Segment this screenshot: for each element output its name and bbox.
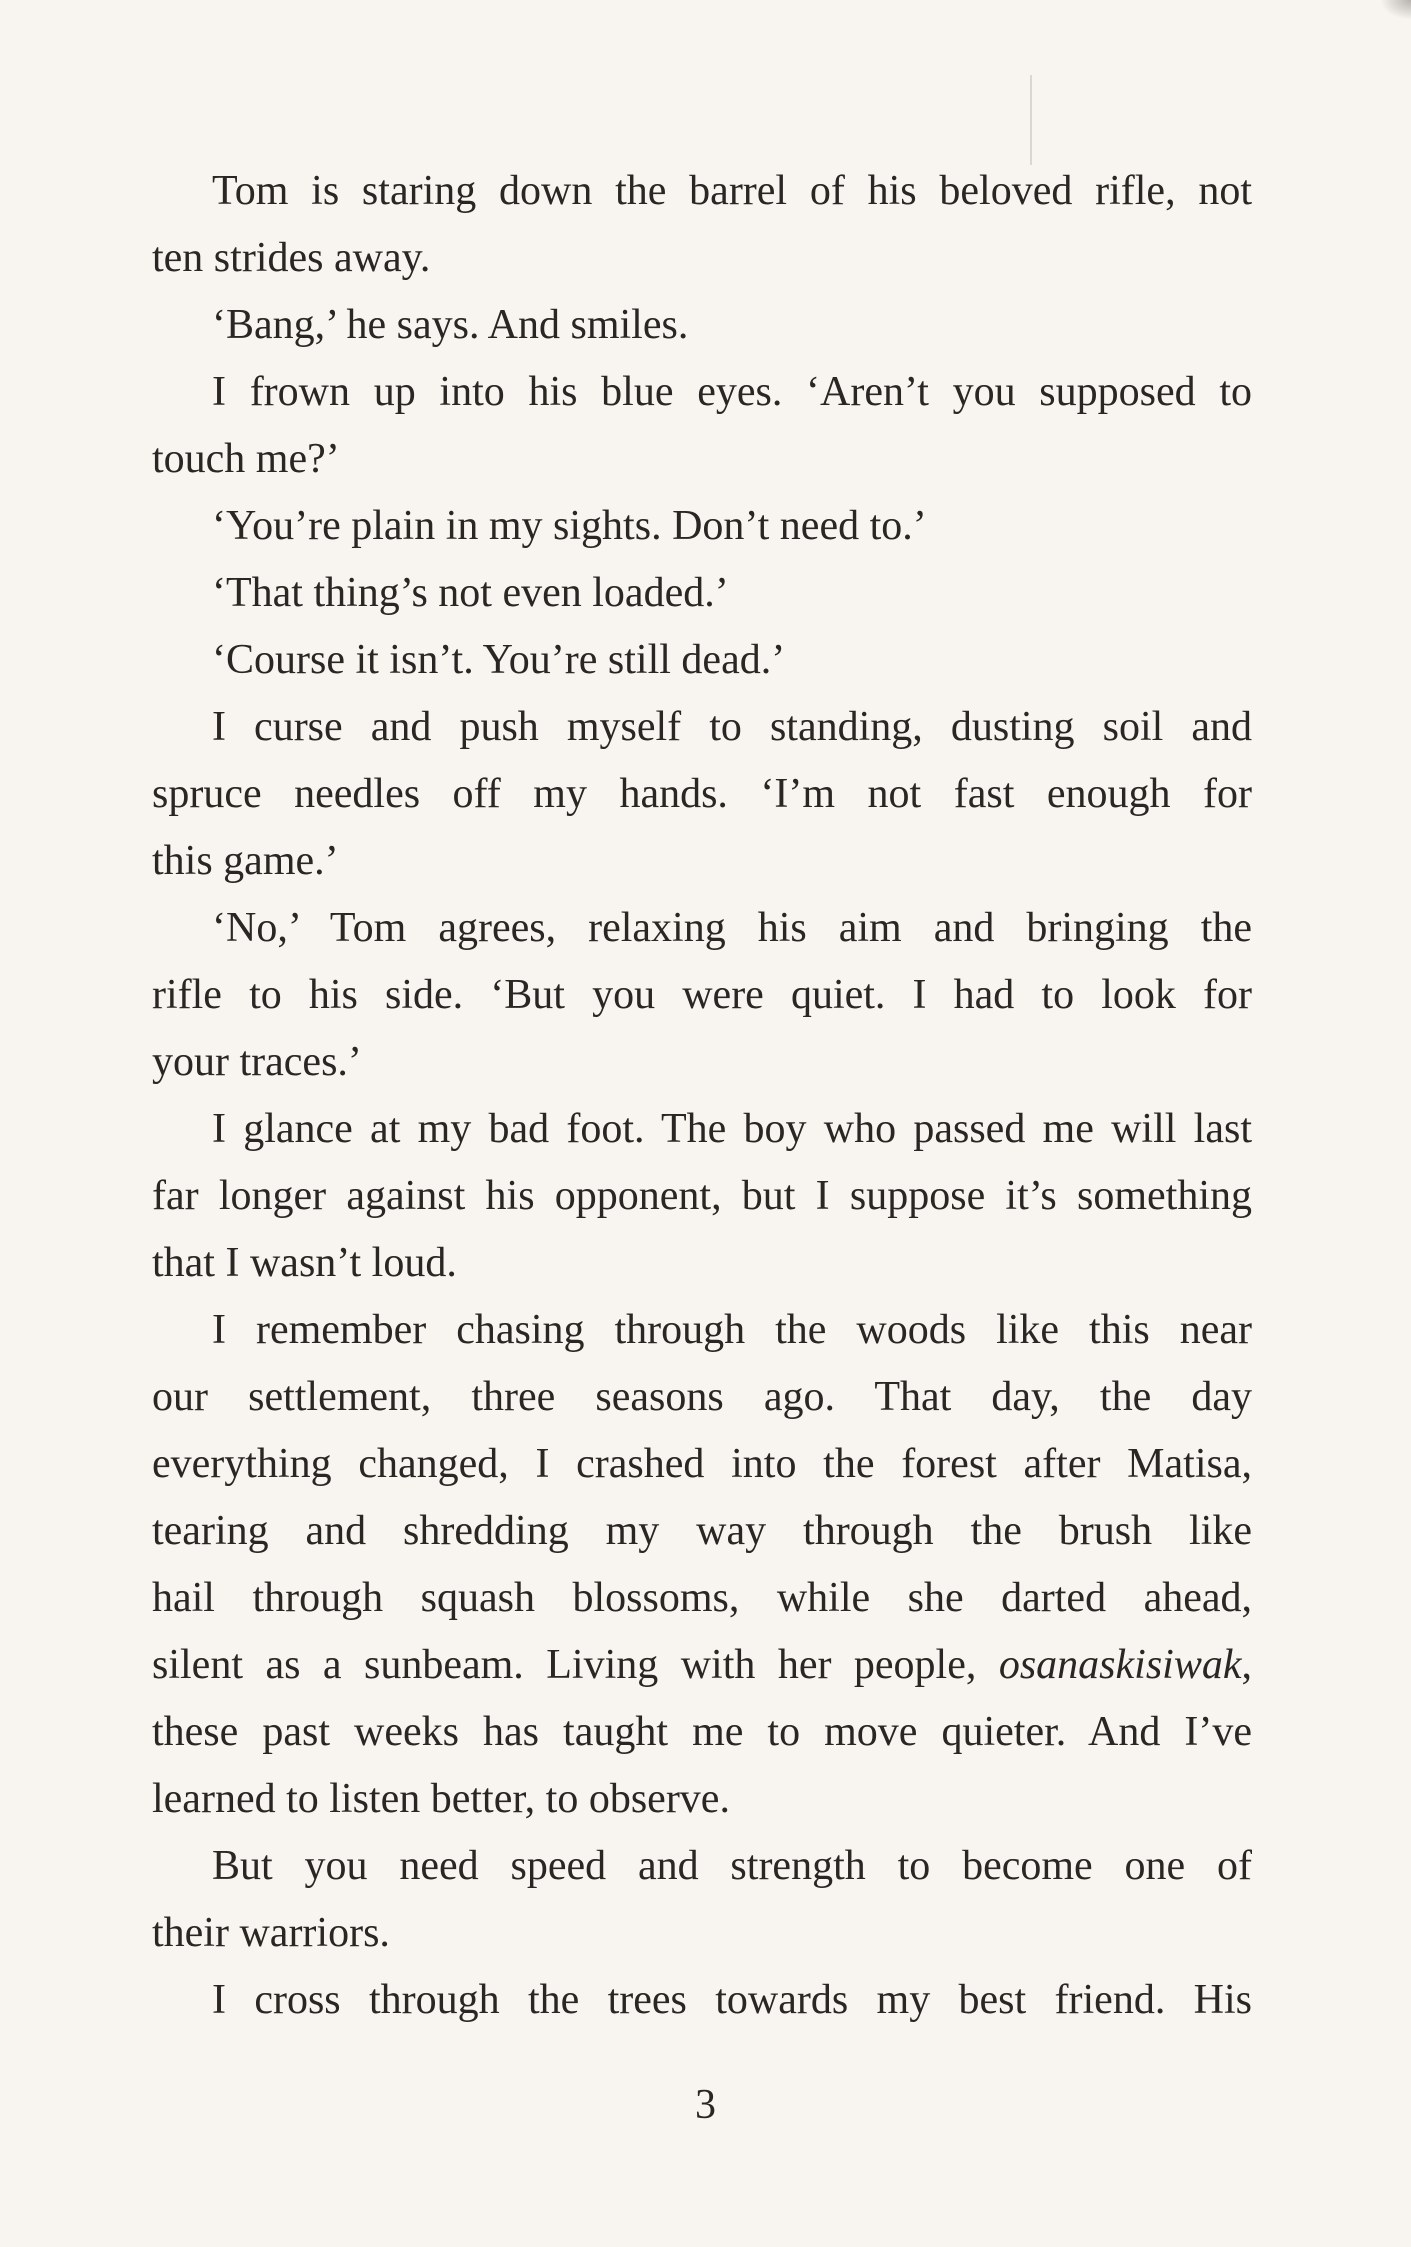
body-text xyxy=(152,158,1252,2034)
text-line: our settlement, three seasons ago. That day, the day xyxy=(152,1374,1252,1420)
bleed-through-mark xyxy=(1030,75,1032,165)
text-line: spruce needles off my hands. ‘I’m not fast enough for xyxy=(152,771,1252,817)
text-line: tearing and shredding my way through the brush like xyxy=(152,1508,1252,1554)
text-line: learned to listen better, to observe. xyxy=(152,1776,730,1822)
text-line xyxy=(152,1632,1252,1699)
text-line: this game.’ xyxy=(152,838,339,884)
text-line: ‘That thing’s not even loaded.’ xyxy=(212,570,729,616)
text-line: I frown up into his blue eyes. ‘Aren’t you supposed to xyxy=(212,369,1252,415)
text-line: that I wasn’t loud. xyxy=(152,1240,457,1286)
page-number: 3 xyxy=(695,2082,716,2128)
text-line: touch me?’ xyxy=(152,436,340,482)
text-line: I curse and push myself to standing, dusting soil and xyxy=(212,704,1252,750)
text-line: ‘No,’ Tom agrees, relaxing his aim and bringing the xyxy=(212,905,1252,951)
text-run: , xyxy=(1241,1642,1252,1688)
text-line: rifle to his side. ‘But you were quiet. I had to look for xyxy=(152,972,1252,1018)
text-line: I remember chasing through the woods like this near xyxy=(212,1307,1252,1353)
text-line: everything changed, I crashed into the forest after Matisa, xyxy=(152,1441,1252,1487)
text-line: But you need speed and strength to become one of xyxy=(212,1843,1252,1889)
italic-word: osanaskisiwak xyxy=(998,1642,1242,1688)
text-line: their warriors. xyxy=(152,1910,390,1956)
text-line: your traces.’ xyxy=(152,1039,362,1085)
text-line: far longer against his opponent, but I suppose it’s something xyxy=(152,1173,1252,1219)
text-line: I cross through the trees towards my best friend. His xyxy=(212,1977,1252,2023)
text-line: ten strides away. xyxy=(152,235,431,281)
text-line: ‘Course it isn’t. You’re still dead.’ xyxy=(212,637,786,683)
text-line: ‘You’re plain in my sights. Don’t need to.’ xyxy=(212,503,927,549)
text-line: ‘Bang,’ he says. And smiles. xyxy=(212,302,689,348)
text-line: I glance at my bad foot. The boy who passed me will last xyxy=(212,1106,1252,1152)
text-line: hail through squash blossoms, while she darted ahead, xyxy=(152,1575,1252,1621)
text-line: Tom is staring down the barrel of his beloved rifle, not xyxy=(212,168,1252,214)
text-run: silent as a sunbeam. Living with her people, xyxy=(152,1642,999,1688)
scan-corner-shadow xyxy=(1380,0,1411,20)
text-line: these past weeks has taught me to move quieter. And I’ve xyxy=(152,1709,1252,1755)
